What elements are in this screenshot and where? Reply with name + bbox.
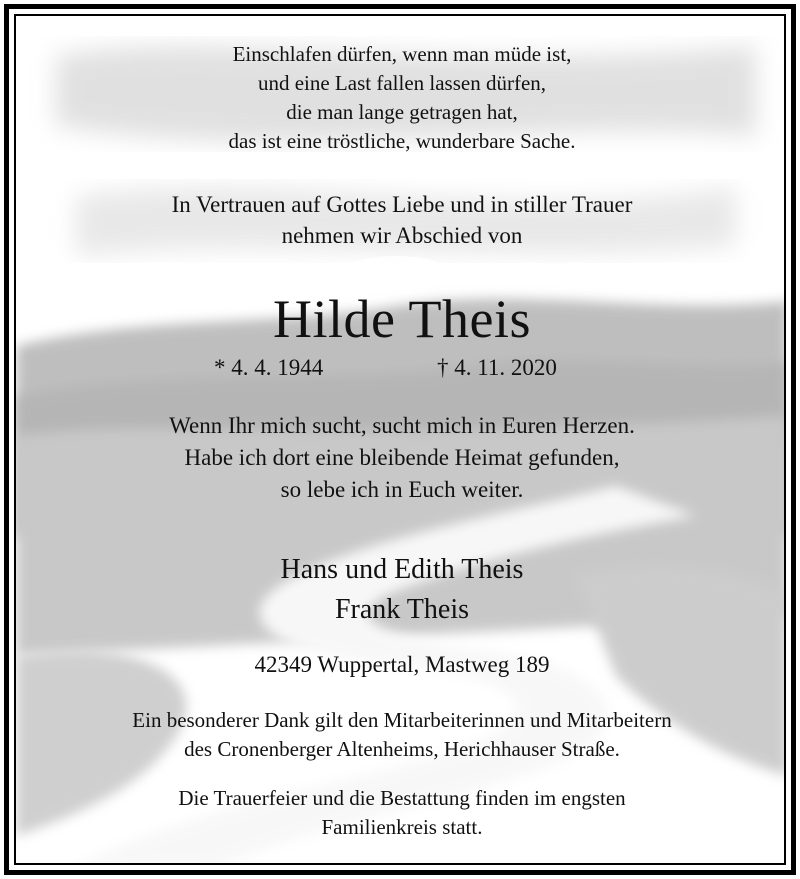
intro-line: In Vertrauen auf Gottes Liebe und in stiller Trauer [171,192,633,217]
obituary-card [14,14,786,865]
memorial-verse [16,410,786,506]
mourner-line: Frank Theis [334,594,470,625]
ceremony-note [16,784,786,842]
poem-line: Einschlafen dürfen, wenn man müde ist, [232,42,572,66]
deceased-name: Hilde Theis [273,289,531,349]
poem-line: das ist eine tröstliche, wunderbare Sache. [228,129,576,153]
verse-line: Habe ich dort eine bleibende Heimat gefunden, [184,445,620,470]
poem-line: und eine Last fallen lassen dürfen, [257,71,547,95]
thanks-line: Ein besonderer Dank gilt den Mitarbeiterinnen und Mitarbeitern [132,708,672,732]
farewell-intro [16,189,786,251]
intro-line: nehmen wir Abschied von [281,223,523,248]
verse-line: so lebe ich in Euch weiter. [280,477,524,502]
ceremony-line: Die Trauerfeier und die Bestattung finden im engsten [178,786,626,810]
death-date: † 4. 11. 2020 [437,355,557,380]
poem-line: die man lange getragen hat, [286,100,518,124]
ceremony-line: Familienkreis statt. [321,815,483,839]
verse-line: Wenn Ihr mich sucht, sucht mich in Euren Herzen. [169,413,635,438]
family-address: 42349 Wuppertal, Mastweg 189 [254,652,550,677]
mourner-line: Hans und Edith Theis [280,554,524,585]
thanks-line: des Cronenberger Altenheims, Herichhauser Straße. [184,737,620,761]
mourners [16,550,786,630]
thanks-note [16,706,786,764]
birth-date: * 4. 4. 1944 [214,355,324,380]
opening-poem [16,40,786,156]
